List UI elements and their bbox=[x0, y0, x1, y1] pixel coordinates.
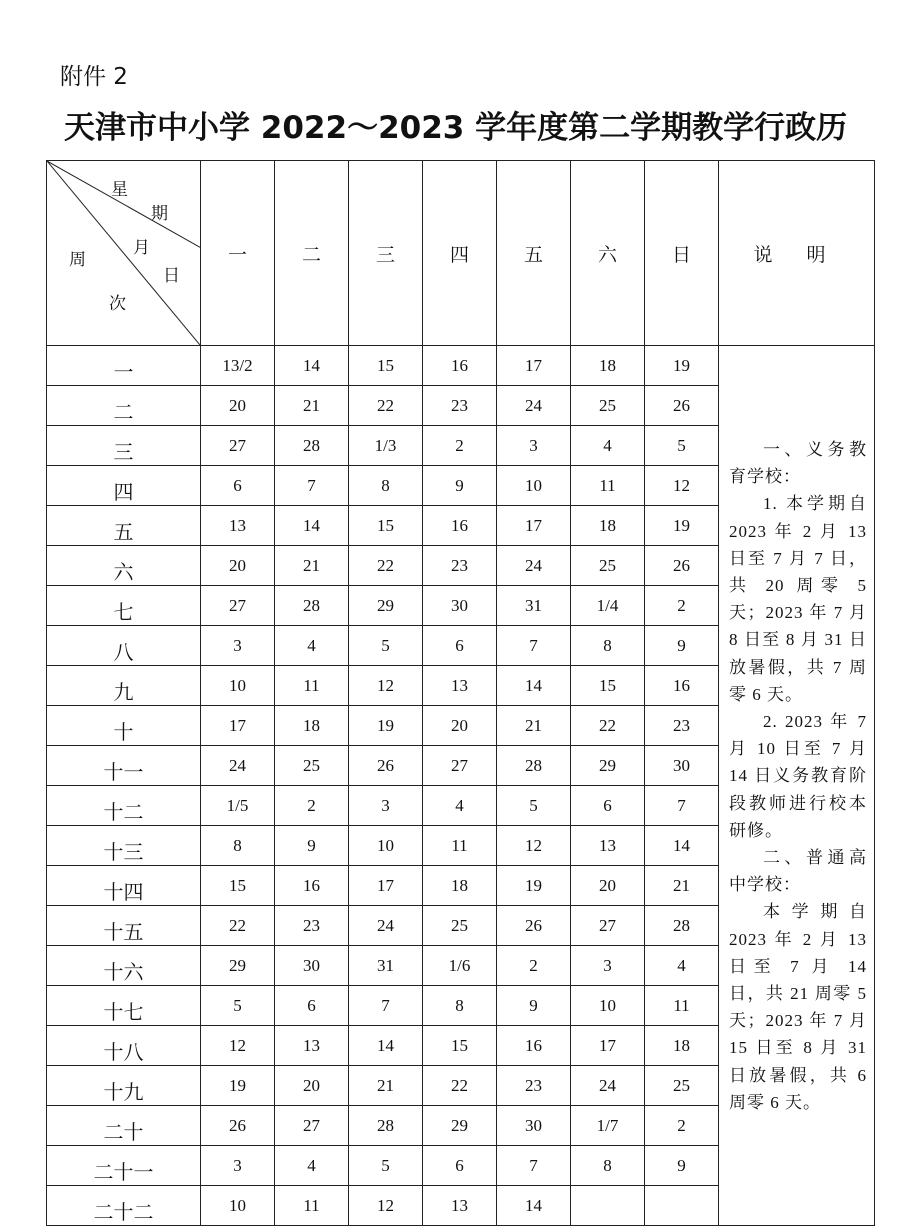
date-cell: 2 bbox=[645, 1106, 719, 1146]
date-cell: 20 bbox=[201, 386, 275, 426]
date-cell: 20 bbox=[423, 706, 497, 746]
date-cell: 10 bbox=[349, 826, 423, 866]
date-cell: 13/2 bbox=[201, 346, 275, 386]
corner-label-ri: 日 bbox=[163, 266, 180, 286]
date-cell: 18 bbox=[423, 866, 497, 906]
date-cell: 1/4 bbox=[571, 586, 645, 626]
date-cell: 1/7 bbox=[571, 1106, 645, 1146]
date-cell: 13 bbox=[423, 666, 497, 706]
date-cell: 7 bbox=[497, 626, 571, 666]
date-cell: 8 bbox=[201, 826, 275, 866]
date-cell: 17 bbox=[349, 866, 423, 906]
date-cell: 20 bbox=[201, 546, 275, 586]
date-cell: 9 bbox=[645, 1146, 719, 1186]
date-cell: 6 bbox=[275, 986, 349, 1026]
week-number: 十二 bbox=[47, 786, 201, 826]
date-cell: 21 bbox=[497, 706, 571, 746]
date-cell: 30 bbox=[423, 586, 497, 626]
date-cell: 23 bbox=[423, 546, 497, 586]
date-cell: 25 bbox=[645, 1066, 719, 1106]
date-cell: 26 bbox=[201, 1106, 275, 1146]
date-cell: 12 bbox=[201, 1026, 275, 1066]
date-cell: 6 bbox=[571, 786, 645, 826]
date-cell: 29 bbox=[201, 946, 275, 986]
date-cell: 28 bbox=[349, 1106, 423, 1146]
date-cell: 11 bbox=[275, 666, 349, 706]
date-cell: 5 bbox=[349, 626, 423, 666]
date-cell: 14 bbox=[275, 506, 349, 546]
date-cell: 10 bbox=[201, 666, 275, 706]
corner-label-ci: 次 bbox=[109, 294, 126, 314]
corner-label-xing: 星 bbox=[111, 180, 128, 200]
note-paragraph: 一、义务教育学校： bbox=[729, 440, 867, 487]
date-cell: 27 bbox=[423, 746, 497, 786]
date-cell: 12 bbox=[497, 826, 571, 866]
date-cell: 26 bbox=[645, 546, 719, 586]
day-header-tue: 二 bbox=[275, 161, 349, 346]
date-cell: 24 bbox=[349, 906, 423, 946]
date-cell: 8 bbox=[423, 986, 497, 1026]
date-cell: 13 bbox=[423, 1186, 497, 1226]
date-cell: 20 bbox=[275, 1066, 349, 1106]
week-number: 二 bbox=[47, 386, 201, 426]
note-paragraph: 二、普通高中学校： bbox=[729, 848, 867, 895]
date-cell: 2 bbox=[497, 946, 571, 986]
day-header-mon: 一 bbox=[201, 161, 275, 346]
date-cell: 9 bbox=[645, 626, 719, 666]
date-cell: 15 bbox=[349, 346, 423, 386]
date-cell: 4 bbox=[645, 946, 719, 986]
week-number: 九 bbox=[47, 666, 201, 706]
date-cell: 6 bbox=[201, 466, 275, 506]
date-cell: 16 bbox=[275, 866, 349, 906]
day-header-fri: 五 bbox=[497, 161, 571, 346]
week-row bbox=[47, 346, 875, 386]
date-cell: 16 bbox=[497, 1026, 571, 1066]
date-cell: 13 bbox=[201, 506, 275, 546]
date-cell: 19 bbox=[201, 1066, 275, 1106]
date-cell: 19 bbox=[497, 866, 571, 906]
date-cell: 7 bbox=[349, 986, 423, 1026]
date-cell: 3 bbox=[201, 626, 275, 666]
week-number: 十九 bbox=[47, 1066, 201, 1106]
corner-label-yue: 月 bbox=[133, 238, 150, 258]
note-paragraph: 1. 本学期自2023 年 2 月 13 日至 7 月 7 日，共 20 周零 5 天；2023 年 7 月 8 日至 8 月 31 日放暑假，共 7 周零 6 天。 bbox=[729, 494, 867, 704]
date-cell: 23 bbox=[497, 1066, 571, 1106]
date-cell: 27 bbox=[201, 586, 275, 626]
date-cell: 25 bbox=[275, 746, 349, 786]
date-cell: 5 bbox=[645, 426, 719, 466]
date-cell: 13 bbox=[275, 1026, 349, 1066]
date-cell: 28 bbox=[275, 426, 349, 466]
date-cell: 12 bbox=[645, 466, 719, 506]
date-cell: 7 bbox=[645, 786, 719, 826]
date-cell: 8 bbox=[571, 1146, 645, 1186]
date-cell: 15 bbox=[571, 666, 645, 706]
date-cell: 27 bbox=[201, 426, 275, 466]
day-header-thu: 四 bbox=[423, 161, 497, 346]
date-cell: 3 bbox=[571, 946, 645, 986]
attachment-label: 附件 2 bbox=[60, 64, 128, 90]
week-number: 十一 bbox=[47, 746, 201, 786]
date-cell: 22 bbox=[349, 386, 423, 426]
date-cell: 4 bbox=[571, 426, 645, 466]
date-cell: 30 bbox=[645, 746, 719, 786]
date-cell: 25 bbox=[571, 546, 645, 586]
week-number: 二十二 bbox=[47, 1186, 201, 1226]
date-cell: 4 bbox=[275, 1146, 349, 1186]
date-cell: 17 bbox=[201, 706, 275, 746]
date-cell: 14 bbox=[349, 1026, 423, 1066]
date-cell: 20 bbox=[571, 866, 645, 906]
explanation-notes bbox=[719, 346, 875, 1226]
week-number: 七 bbox=[47, 586, 201, 626]
date-cell: 18 bbox=[275, 706, 349, 746]
date-cell: 8 bbox=[571, 626, 645, 666]
date-cell: 19 bbox=[645, 506, 719, 546]
date-cell: 22 bbox=[201, 906, 275, 946]
date-cell: 19 bbox=[645, 346, 719, 386]
date-cell: 9 bbox=[423, 466, 497, 506]
date-cell: 16 bbox=[645, 666, 719, 706]
date-cell: 29 bbox=[571, 746, 645, 786]
date-cell: 25 bbox=[423, 906, 497, 946]
date-cell: 29 bbox=[349, 586, 423, 626]
date-cell: 12 bbox=[349, 666, 423, 706]
date-cell: 9 bbox=[497, 986, 571, 1026]
date-cell bbox=[571, 1186, 645, 1226]
date-cell: 30 bbox=[275, 946, 349, 986]
date-cell: 28 bbox=[645, 906, 719, 946]
date-cell: 17 bbox=[571, 1026, 645, 1066]
date-cell: 3 bbox=[349, 786, 423, 826]
date-cell: 24 bbox=[497, 546, 571, 586]
date-cell: 1/6 bbox=[423, 946, 497, 986]
week-number: 二十 bbox=[47, 1106, 201, 1146]
week-number: 十五 bbox=[47, 906, 201, 946]
corner-header-cell bbox=[47, 161, 201, 346]
week-number: 十七 bbox=[47, 986, 201, 1026]
date-cell: 24 bbox=[497, 386, 571, 426]
week-number: 二十一 bbox=[47, 1146, 201, 1186]
date-cell: 3 bbox=[497, 426, 571, 466]
page-title: 天津市中小学 2022～2023 学年度第二学期教学行政历 bbox=[64, 110, 848, 146]
date-cell: 23 bbox=[275, 906, 349, 946]
date-cell: 27 bbox=[275, 1106, 349, 1146]
date-cell: 14 bbox=[497, 1186, 571, 1226]
date-cell: 5 bbox=[201, 986, 275, 1026]
date-cell: 17 bbox=[497, 346, 571, 386]
date-cell: 16 bbox=[423, 346, 497, 386]
date-cell: 18 bbox=[571, 506, 645, 546]
date-cell: 7 bbox=[275, 466, 349, 506]
date-cell: 18 bbox=[571, 346, 645, 386]
date-cell: 21 bbox=[349, 1066, 423, 1106]
date-cell: 17 bbox=[497, 506, 571, 546]
date-cell: 14 bbox=[645, 826, 719, 866]
date-cell: 24 bbox=[201, 746, 275, 786]
date-cell: 9 bbox=[275, 826, 349, 866]
date-cell: 30 bbox=[497, 1106, 571, 1146]
week-number: 三 bbox=[47, 426, 201, 466]
date-cell: 31 bbox=[349, 946, 423, 986]
date-cell: 23 bbox=[645, 706, 719, 746]
week-number: 十八 bbox=[47, 1026, 201, 1066]
date-cell: 24 bbox=[571, 1066, 645, 1106]
date-cell: 6 bbox=[423, 626, 497, 666]
date-cell: 12 bbox=[349, 1186, 423, 1226]
week-number: 一 bbox=[47, 346, 201, 386]
date-cell bbox=[645, 1186, 719, 1226]
day-header-sat: 六 bbox=[571, 161, 645, 346]
date-cell: 10 bbox=[201, 1186, 275, 1226]
week-number: 六 bbox=[47, 546, 201, 586]
date-cell: 11 bbox=[275, 1186, 349, 1226]
date-cell: 11 bbox=[645, 986, 719, 1026]
corner-label-zhou: 周 bbox=[69, 250, 86, 270]
date-cell: 1/5 bbox=[201, 786, 275, 826]
date-cell: 25 bbox=[571, 386, 645, 426]
date-cell: 18 bbox=[645, 1026, 719, 1066]
date-cell: 26 bbox=[349, 746, 423, 786]
date-cell: 21 bbox=[275, 386, 349, 426]
date-cell: 15 bbox=[201, 866, 275, 906]
date-cell: 13 bbox=[571, 826, 645, 866]
date-cell: 8 bbox=[349, 466, 423, 506]
calendar-table bbox=[46, 160, 875, 1226]
date-cell: 16 bbox=[423, 506, 497, 546]
week-number: 四 bbox=[47, 466, 201, 506]
date-cell: 31 bbox=[497, 586, 571, 626]
date-cell: 5 bbox=[349, 1146, 423, 1186]
date-cell: 19 bbox=[349, 706, 423, 746]
date-cell: 5 bbox=[497, 786, 571, 826]
date-cell: 2 bbox=[275, 786, 349, 826]
note-paragraph: 2. 2023 年 7 月 10 日至 7 月 14 日义务教育阶段教师进行校本研修。 bbox=[729, 712, 867, 840]
date-cell: 21 bbox=[275, 546, 349, 586]
week-number: 十四 bbox=[47, 866, 201, 906]
date-cell: 4 bbox=[275, 626, 349, 666]
week-number: 十六 bbox=[47, 946, 201, 986]
header-row bbox=[47, 161, 875, 346]
date-cell: 15 bbox=[423, 1026, 497, 1066]
day-header-wed: 三 bbox=[349, 161, 423, 346]
date-cell: 2 bbox=[645, 586, 719, 626]
note-paragraph: 本学期自 2023 年 2 月 13 日至 7 月 14 日，共 21 周零 5 天；2023 年 7 月 15 日至 8 月 31 日放暑假，共 6 周零 6 天。 bbox=[729, 902, 867, 1112]
corner-label-qi: 期 bbox=[151, 204, 168, 224]
day-header-sun: 日 bbox=[645, 161, 719, 346]
date-cell: 26 bbox=[645, 386, 719, 426]
date-cell: 27 bbox=[571, 906, 645, 946]
date-cell: 14 bbox=[497, 666, 571, 706]
date-cell: 28 bbox=[497, 746, 571, 786]
date-cell: 7 bbox=[497, 1146, 571, 1186]
week-number: 十 bbox=[47, 706, 201, 746]
date-cell: 26 bbox=[497, 906, 571, 946]
explain-header: 说 明 bbox=[719, 161, 875, 346]
date-cell: 22 bbox=[349, 546, 423, 586]
date-cell: 29 bbox=[423, 1106, 497, 1146]
date-cell: 11 bbox=[423, 826, 497, 866]
week-number: 五 bbox=[47, 506, 201, 546]
date-cell: 15 bbox=[349, 506, 423, 546]
date-cell: 21 bbox=[645, 866, 719, 906]
date-cell: 6 bbox=[423, 1146, 497, 1186]
date-cell: 2 bbox=[423, 426, 497, 466]
date-cell: 1/3 bbox=[349, 426, 423, 466]
date-cell: 4 bbox=[423, 786, 497, 826]
week-number: 十三 bbox=[47, 826, 201, 866]
date-cell: 3 bbox=[201, 1146, 275, 1186]
date-cell: 23 bbox=[423, 386, 497, 426]
date-cell: 14 bbox=[275, 346, 349, 386]
week-number: 八 bbox=[47, 626, 201, 666]
date-cell: 22 bbox=[571, 706, 645, 746]
date-cell: 11 bbox=[571, 466, 645, 506]
date-cell: 22 bbox=[423, 1066, 497, 1106]
date-cell: 28 bbox=[275, 586, 349, 626]
date-cell: 10 bbox=[497, 466, 571, 506]
date-cell: 10 bbox=[571, 986, 645, 1026]
